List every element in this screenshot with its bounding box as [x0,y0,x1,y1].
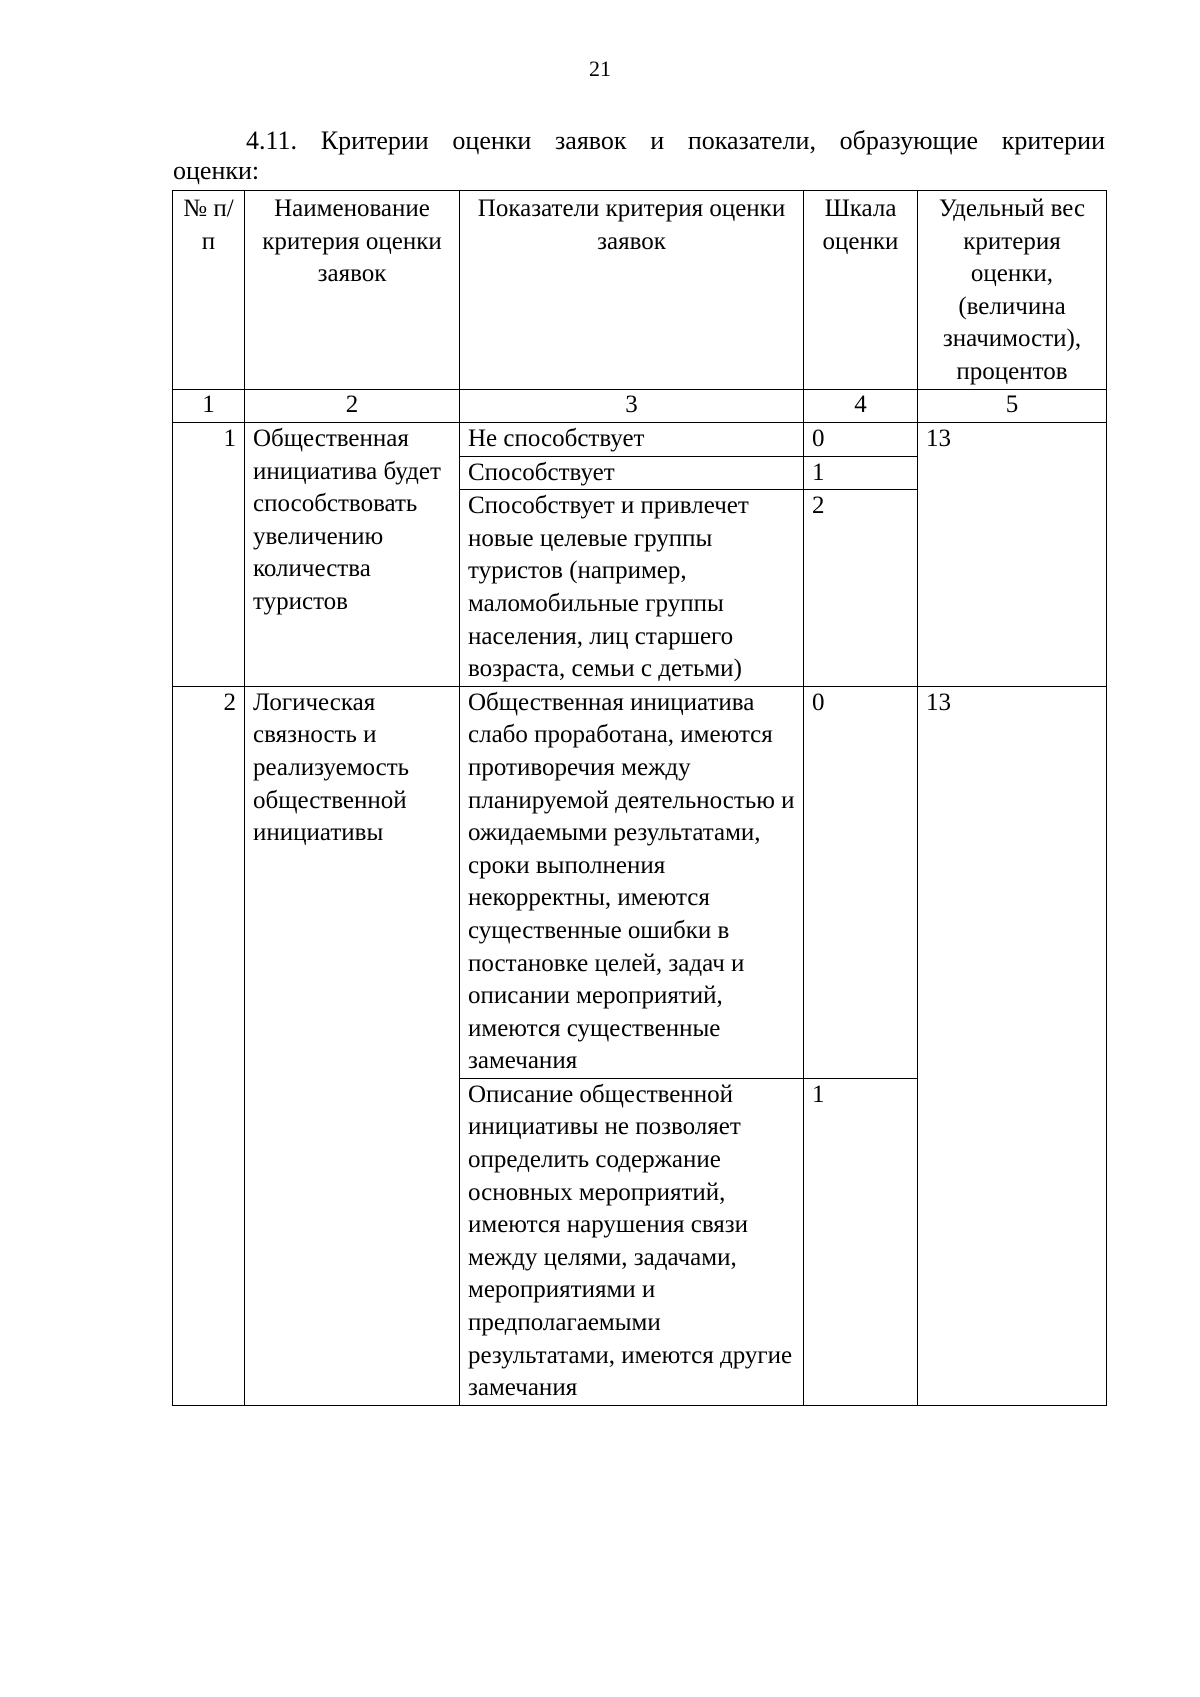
row-number: 1 [173,423,245,687]
header-indicators: Показатели критерия оценки заявок [460,191,804,390]
column-number-row [173,390,1107,423]
row-number: 2 [173,686,245,1405]
table-row [173,686,1107,1078]
indicator-text: Не способствует [460,423,804,457]
indicator-score: 0 [804,686,918,1078]
header-num: № п/п [173,191,245,390]
indicator-score: 1 [804,456,918,490]
section-heading-line-2: оценки: [173,156,260,185]
page-number: 21 [589,56,611,81]
indicator-text: Общественная инициатива слабо проработана, имеются противоречия между планируемой деятельностью и ожидаемыми результатами, сроки выполнения некорректны, имеются существенные ошибки в постановке целей, задач и описании мероприятий, имеются существенные замечания [460,686,804,1078]
table-row [173,423,1107,457]
section-heading [173,126,1105,186]
indicator-score: 1 [804,1078,918,1405]
header-scale: Шкала оценки [804,191,918,390]
column-number: 4 [804,390,918,423]
indicator-score: 0 [804,423,918,457]
criterion-name: Общественная инициатива будет способствовать увеличению количества туристов [245,423,460,687]
column-number: 2 [245,390,460,423]
indicator-text: Способствует [460,456,804,490]
column-number: 3 [460,390,804,423]
table-header-row [173,191,1107,390]
column-number: 5 [918,390,1107,423]
indicator-score: 2 [804,490,918,687]
criterion-weight: 13 [918,423,1107,687]
criterion-weight: 13 [918,686,1107,1405]
criterion-name: Логическая связность и реализуемость общественной инициативы [245,686,460,1405]
header-weight: Удельный вес критерия оценки, (величина значимости), процентов [918,191,1107,390]
column-number: 1 [173,390,245,423]
indicator-text: Описание общественной инициативы не позволяет определить содержание основных мероприятий, имеются нарушения связи между целями, задачами, мероприятиями и предполагаемыми результатами, имеются другие замечания [460,1078,804,1405]
header-criterion-name: Наименование критерия оценки заявок [245,191,460,390]
section-heading-line-1: 4.11. Критерии оценки заявок и показатели, образующие критерии [246,126,1105,155]
criteria-table [172,190,1107,1406]
indicator-text: Способствует и привлечет новые целевые группы туристов (например, маломобильные группы населения, лиц старшего возраста, семьи с детьми) [460,490,804,687]
